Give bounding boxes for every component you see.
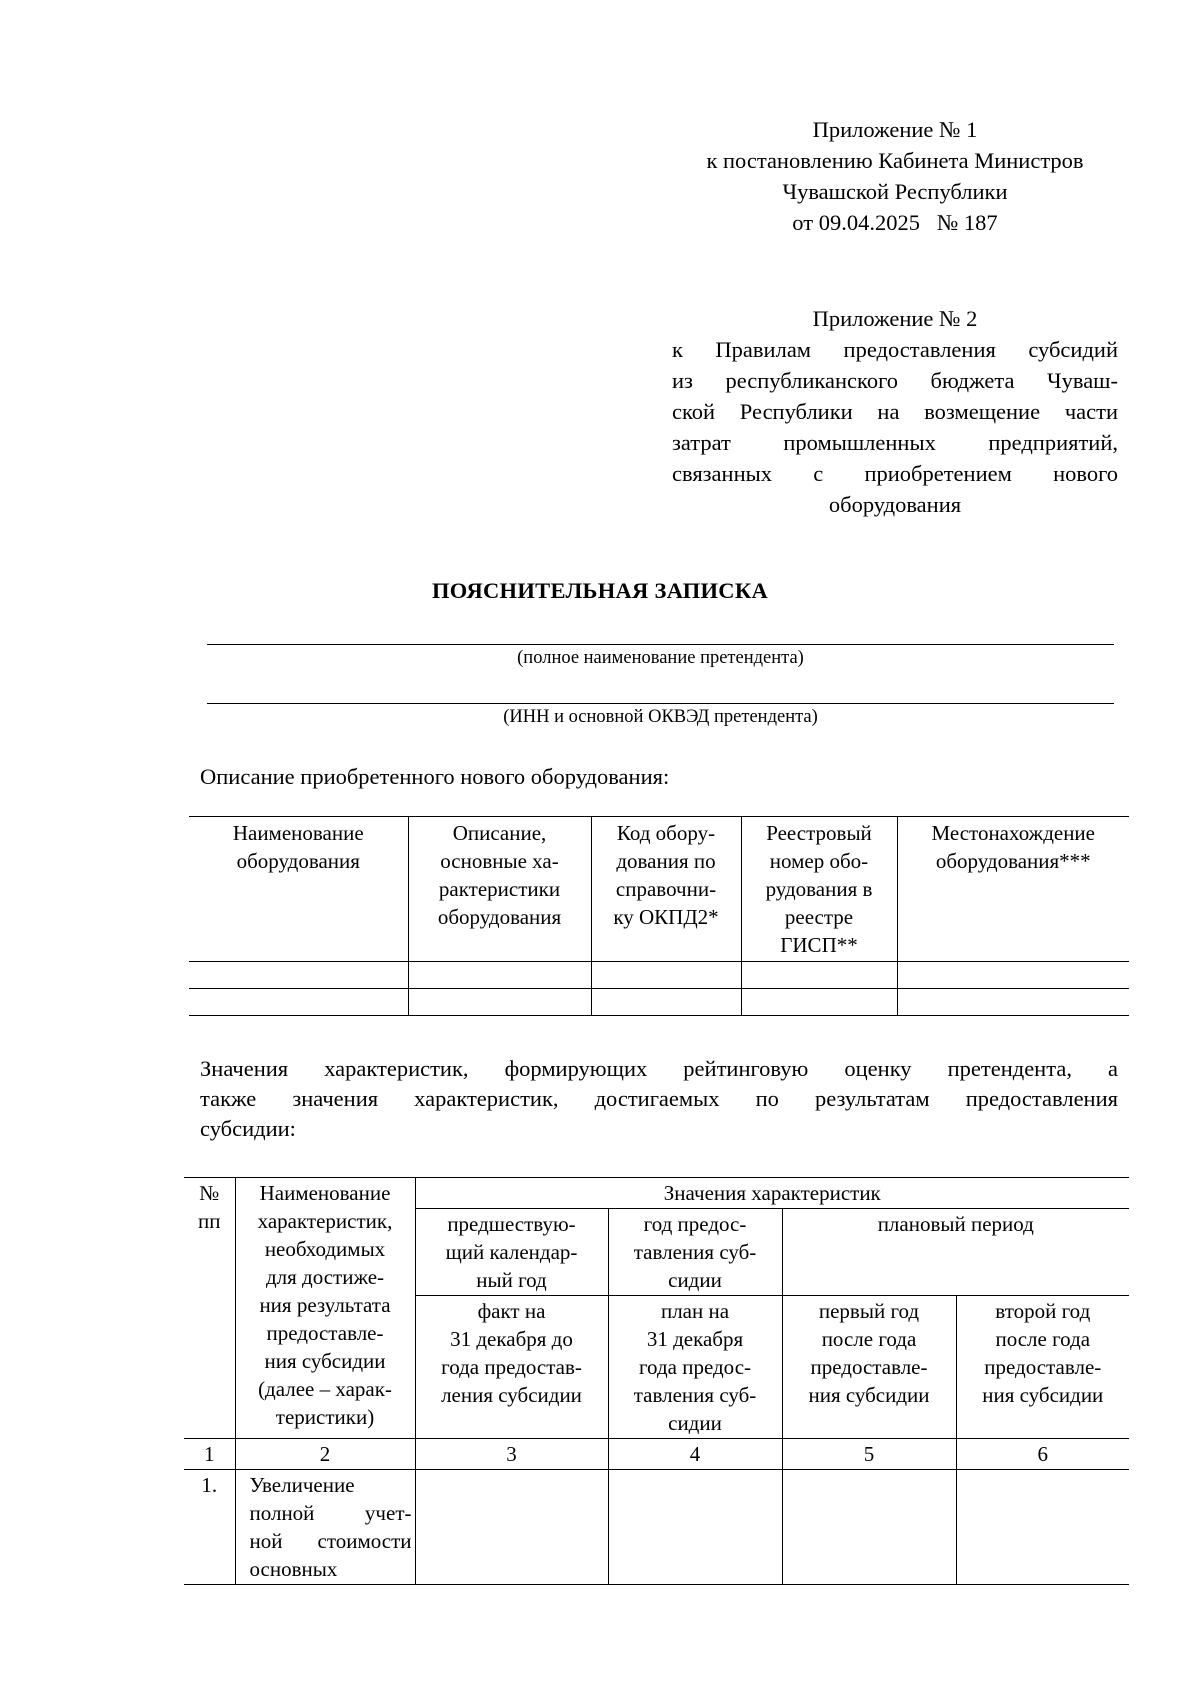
intro-line: также значения характеристик, достигаемых по результатам предоставления <box>200 1086 1118 1111</box>
table-row <box>189 962 1129 989</box>
characteristic-name-line: полной учет- <box>249 1501 412 1525</box>
appendix-2-title: Приложение № 2 <box>812 306 978 331</box>
appendix-2-block <box>672 303 1118 520</box>
applicant-name-line <box>207 644 1114 645</box>
characteristic-name <box>235 1470 415 1585</box>
header-values: Значения характеристик <box>415 1178 1129 1209</box>
table-cell <box>741 989 897 1016</box>
table-row <box>184 1470 1129 1585</box>
table-cell <box>741 962 897 989</box>
header-plan: план на 31 декабря года предос- тавления суб- сидии <box>608 1296 782 1439</box>
column-number: 5 <box>782 1439 956 1470</box>
characteristic-name-line: Увеличение <box>249 1473 355 1497</box>
applicant-inn-caption: (ИНН и основной ОКВЭД претендента) <box>503 707 818 727</box>
table-cell <box>189 962 408 989</box>
header-first-year: первый год после года предоставле- ния субсидии <box>782 1296 956 1439</box>
appendix-1-block <box>672 114 1118 238</box>
appendix-2-line: из республиканского бюджета Чуваш- <box>672 368 1118 393</box>
appendix-2-line: оборудования <box>828 492 962 517</box>
appendix-2-line: затрат промышленных предприятий, <box>672 430 1118 455</box>
characteristics-table <box>184 1177 1129 1585</box>
table-cell <box>408 962 591 989</box>
characteristics-intro <box>200 1054 1118 1144</box>
header-number: № пп <box>184 1178 235 1439</box>
column-number: 4 <box>608 1439 782 1470</box>
document-title: ПОЯСНИТЕЛЬНАЯ ЗАПИСКА <box>431 578 769 603</box>
header-equipment-description: Описание, основные ха- рактеристики оборудования <box>408 817 591 962</box>
header-equipment-location: Местонахождение оборудования*** <box>897 817 1129 962</box>
table-cell <box>591 962 741 989</box>
table-cell <box>189 989 408 1016</box>
equipment-table <box>189 816 1129 1016</box>
table-cell <box>415 1470 608 1585</box>
appendix-2-line: ской Республики на возмещение части <box>672 399 1118 424</box>
header-equipment-name: Наименование оборудования <box>189 817 408 962</box>
appendix-2-line: связанных с приобретением нового <box>672 461 1118 486</box>
table-row <box>189 989 1129 1016</box>
intro-line: Значения характеристик, формирующих рейтинговую оценку претендента, а <box>200 1056 1118 1081</box>
characteristic-name-line: основных <box>249 1557 338 1581</box>
header-subsidy-year: год предос- тавления суб- сидии <box>608 1209 782 1296</box>
column-numbers-row <box>184 1439 1129 1470</box>
table-cell <box>897 989 1129 1016</box>
equipment-heading: Описание приобретенного нового оборудования: <box>200 764 670 789</box>
header-gisp-number: Реестровый номер обо- рудования в реестре ГИСП** <box>741 817 897 962</box>
row-number: 1. <box>184 1470 235 1585</box>
table-cell <box>956 1470 1129 1585</box>
appendix-1-line: Приложение № 1 <box>812 117 978 142</box>
column-number: 6 <box>956 1439 1129 1470</box>
column-number: 3 <box>415 1439 608 1470</box>
header-fact: факт на 31 декабря до года предостав- ления субсидии <box>415 1296 608 1439</box>
applicant-inn-line <box>207 703 1114 704</box>
table-cell <box>897 962 1129 989</box>
header-characteristic-name: Наименование характеристик, необходимых для достиже- ния результата предоставле- ния субсидии (далее – харак- теристики) <box>235 1178 415 1439</box>
appendix-1-line: от 09.04.2025 № 187 <box>792 210 998 235</box>
appendix-1-line: Чувашской Республики <box>782 179 1008 204</box>
header-okpd2-code: Код обору- дования по справочни- ку ОКПД2* <box>591 817 741 962</box>
table-cell <box>608 1470 782 1585</box>
table-cell <box>591 989 741 1016</box>
appendix-2-line: к Правилам предоставления субсидий <box>672 337 1118 362</box>
header-planning-period: плановый период <box>782 1209 1129 1296</box>
intro-line: субсидии: <box>200 1116 296 1141</box>
table-cell <box>408 989 591 1016</box>
appendix-1-line: к постановлению Кабинета Министров <box>706 148 1084 173</box>
column-number: 1 <box>184 1439 235 1470</box>
column-number: 2 <box>235 1439 415 1470</box>
applicant-name-caption: (полное наименование претендента) <box>517 648 804 668</box>
header-second-year: второй год после года предоставле- ния субсидии <box>956 1296 1129 1439</box>
header-previous-year: предшествую- щий календар- ный год <box>415 1209 608 1296</box>
characteristic-name-line: ной стоимости <box>249 1529 412 1553</box>
table-cell <box>782 1470 956 1585</box>
